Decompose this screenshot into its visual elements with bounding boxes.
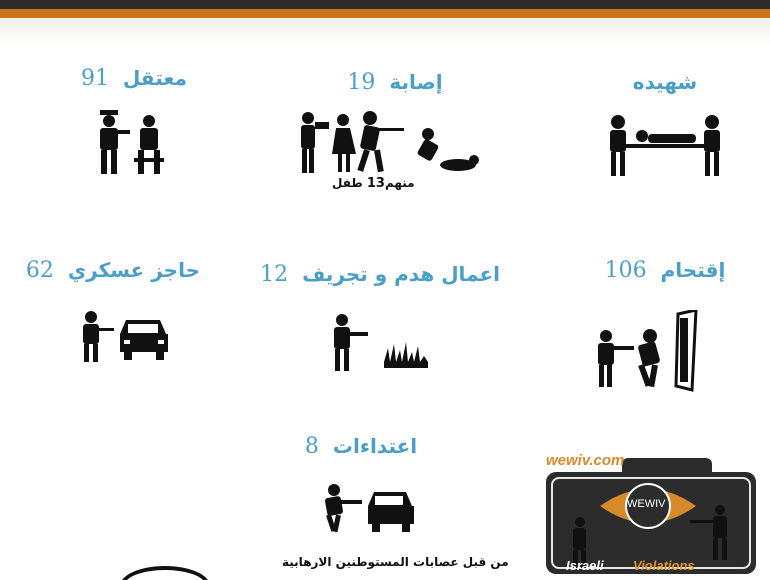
- injuries-note: منهم13 طفل: [332, 176, 415, 191]
- stat-raids: إقتحام106: [604, 258, 726, 283]
- door-breach-icon: [592, 310, 702, 392]
- logo-violations-text: Violations: [633, 558, 695, 573]
- demolition-icon: [326, 312, 446, 374]
- assaults-note: من قبل عصابات المستوطنين الارهابية: [282, 555, 509, 569]
- partial-circle-decoration: [120, 566, 210, 580]
- stat-injuries: إصابة19: [347, 70, 443, 95]
- stat-demolitions: اعمال هدم و تجريف12: [260, 262, 500, 287]
- logo-israeli-text: Israeli: [566, 558, 604, 573]
- stat-martyr: شهيده: [632, 70, 698, 94]
- stat-assaults: اعتداءات8: [304, 434, 418, 459]
- injury-scene-icon: [298, 110, 483, 176]
- settler-assault-icon: [320, 484, 420, 534]
- stat-detainees: معتقل91: [80, 66, 188, 91]
- header-orange-band: [0, 9, 770, 18]
- arrest-icon: [94, 110, 174, 176]
- header-shade: [0, 18, 770, 46]
- logo-site-text: wewiv.com: [546, 452, 625, 469]
- checkpoint-icon: [76, 310, 172, 364]
- logo-brand-text: WEWIV: [627, 498, 666, 510]
- header-dark-band: [0, 0, 770, 9]
- stretcher-icon: [600, 108, 730, 180]
- stat-checkpoints: حاجز عسكري62: [25, 258, 200, 283]
